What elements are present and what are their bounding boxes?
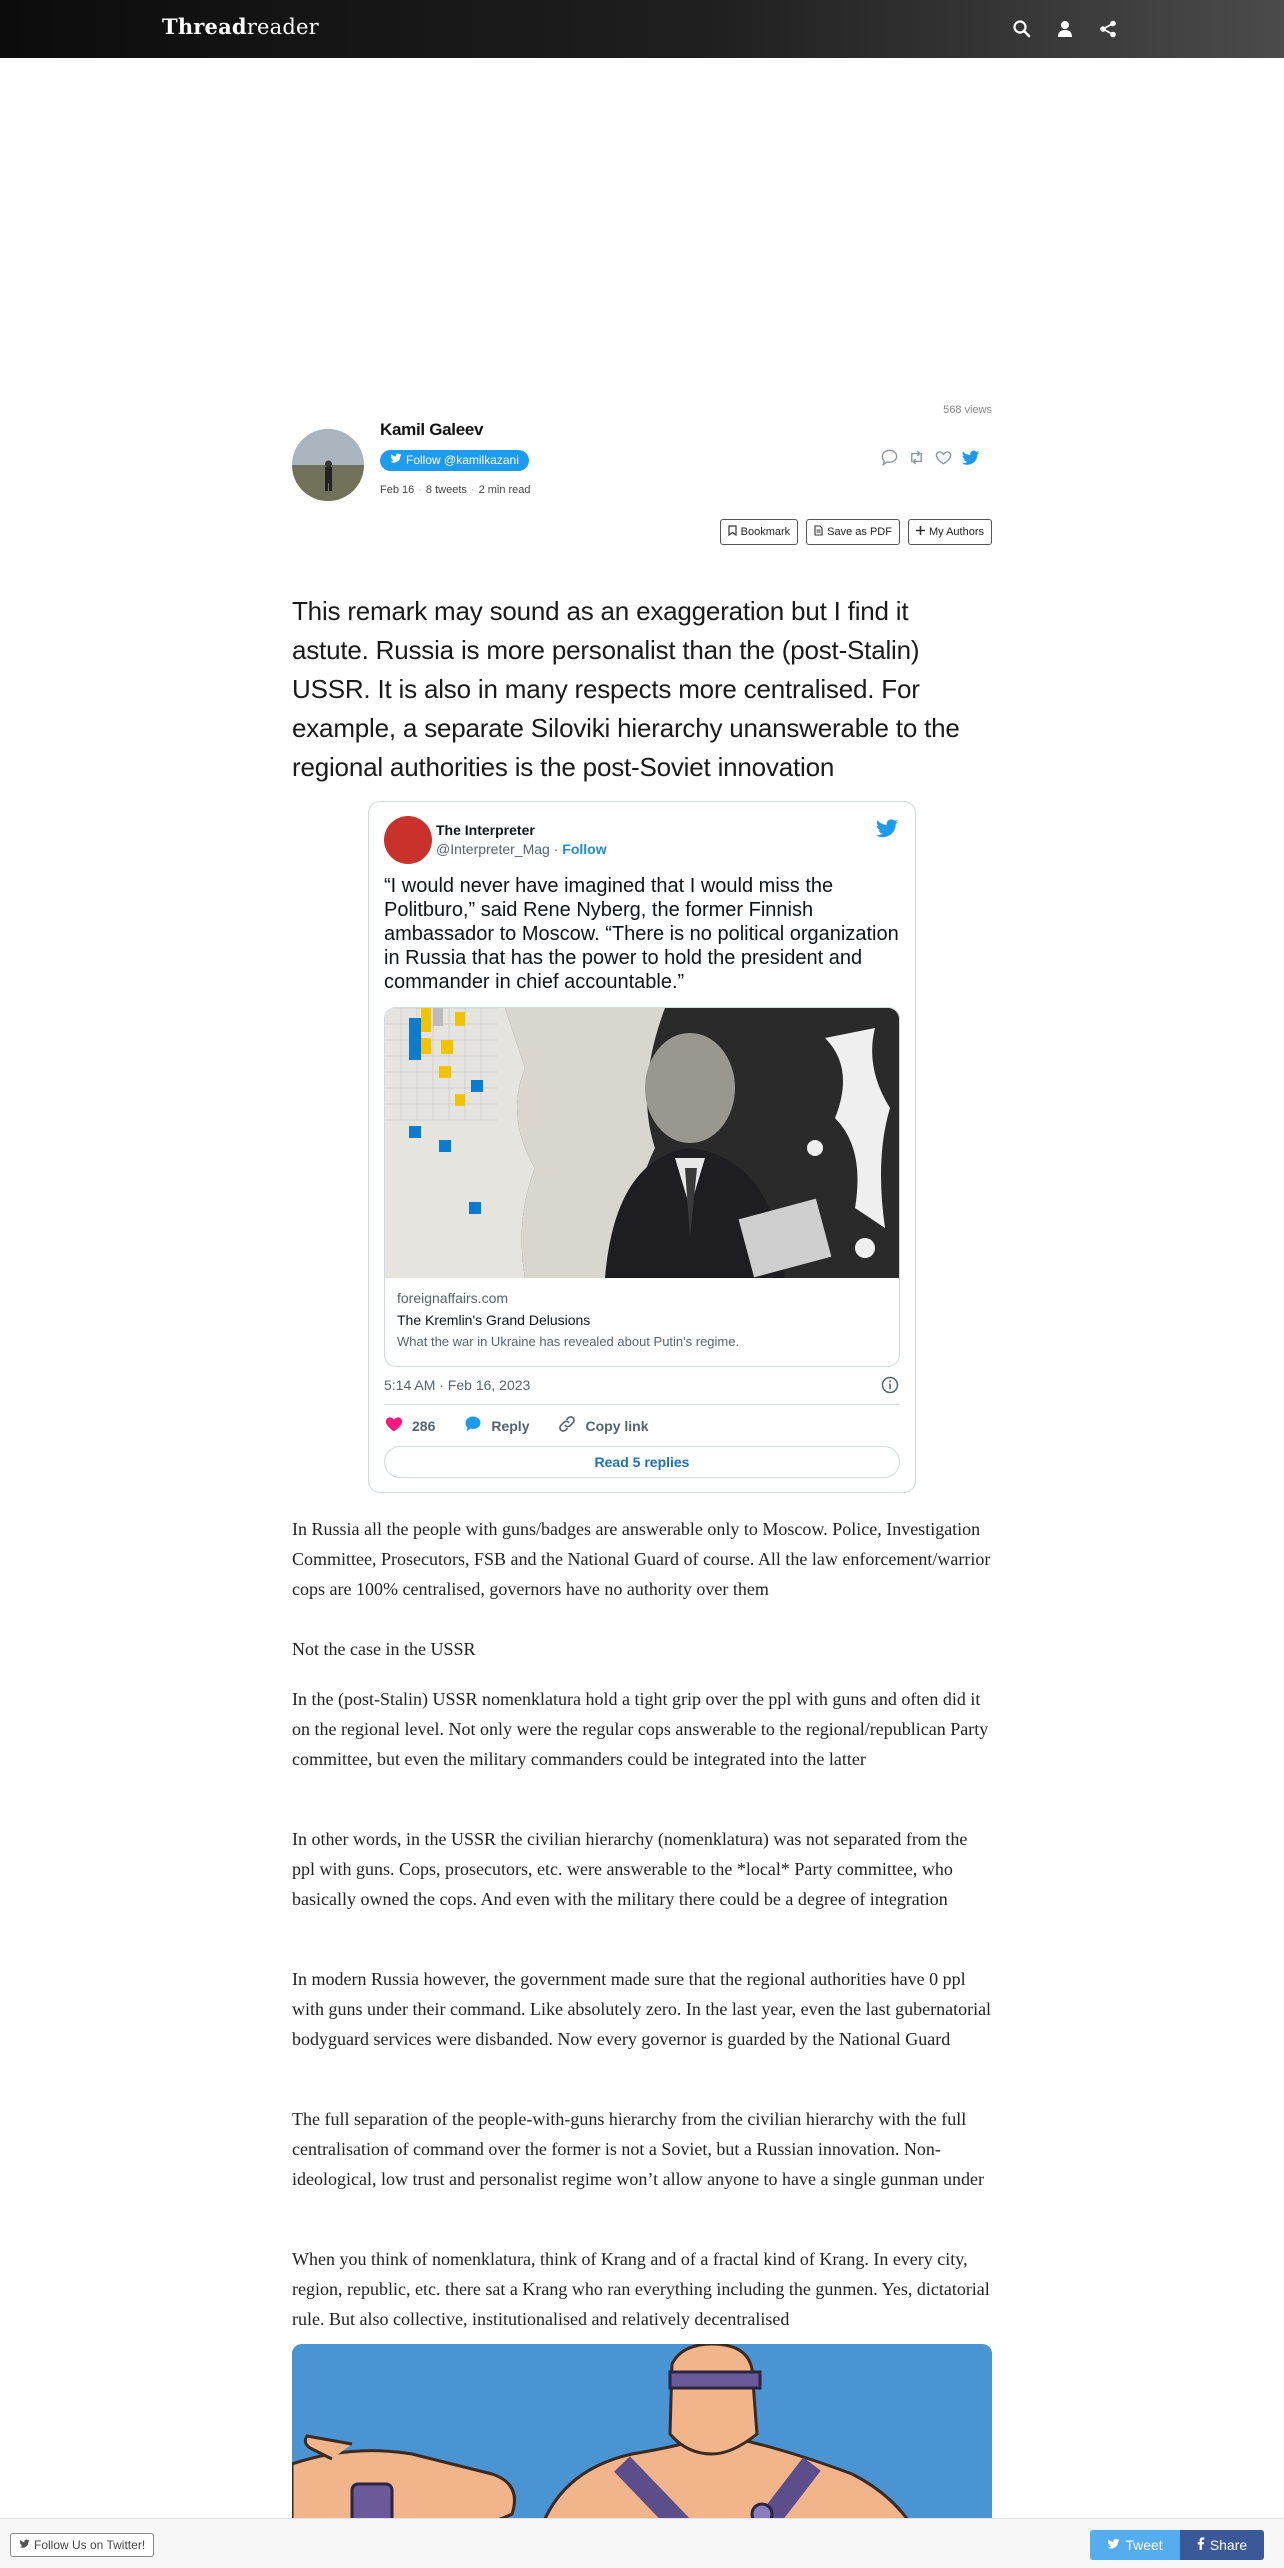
like-count: 286 (412, 1417, 436, 1434)
thread-paragraph: Not the case in the USSR (292, 1639, 476, 1659)
facebook-share-label: Share (1209, 2537, 1248, 2553)
bookmark-button[interactable] (720, 519, 799, 545)
view-count: 568 views (943, 404, 992, 416)
retweet-icon[interactable] (907, 448, 926, 467)
search-icon[interactable] (1012, 19, 1032, 39)
heart-icon (384, 1414, 404, 1437)
meta-dot: · (470, 484, 475, 496)
brand-part-thread: Thread (162, 14, 247, 39)
embed-copy-link-button[interactable] (557, 1414, 648, 1437)
thread-paragraph: In other words, in the USSR the civilian hierarchy (nomenklatura) was not separated from the ppl with guns. Cops, prosecutors, etc. were answerable to the *local* Party committee, who basically owned the cops. And even with the military there could be a degree of integration (292, 1829, 968, 1909)
follow-author-label: Follow @kamilkazani (406, 453, 519, 467)
embed-author-handle-line (436, 841, 607, 857)
my-authors-label: My Authors (928, 526, 984, 538)
author-name[interactable]: Kamil Galeev (380, 420, 484, 439)
twitter-bird-icon (390, 450, 402, 471)
thread-paragraph: In the (post-Stalin) USSR nomenklatura hold a tight grip over the ppl with guns and often did it on the regional level. Not only were the regular cops answerable to the regional/republican Party committee, but even the military commanders could be integrated into the latter (292, 1689, 989, 1769)
reply-label: Reply (491, 1417, 530, 1434)
thread-paragraph: In Russia all the people with guns/badges are answerable only to Moscow. Police, Investigation Committee, Prosecutors, FSB and the National Guard of course. All the law enforcement/warrior cops are 100% centralised, governors have no authority over them (292, 1519, 991, 1599)
follow-us-label: Follow Us on Twitter! (34, 2538, 146, 2552)
twitter-bird-icon[interactable] (875, 816, 899, 840)
embed-divider (384, 1404, 900, 1405)
share-icon[interactable] (1098, 19, 1118, 39)
embed-handle[interactable]: @Interpreter_Mag (436, 841, 550, 857)
save-pdf-button[interactable] (806, 519, 900, 545)
tweet-count: 8 tweets (425, 484, 467, 496)
reply-icon[interactable] (880, 448, 899, 467)
my-authors-button[interactable] (908, 519, 992, 545)
twitter-bird-icon (1107, 2537, 1120, 2553)
bottom-share-bar (0, 2518, 1284, 2568)
link-card-title: The Kremlin's Grand Delusions (397, 1312, 591, 1328)
copy-link-label: Copy link (585, 1417, 649, 1434)
twitter-bird-icon[interactable] (961, 448, 980, 467)
meta-dot: · (418, 484, 422, 496)
like-icon[interactable] (934, 448, 953, 467)
link-card-description: What the war in Ukraine has revealed about Putin's regime. (397, 1334, 740, 1349)
link-card-image (385, 1008, 900, 1278)
link-card[interactable] (384, 1007, 900, 1367)
embedded-tweet[interactable] (368, 801, 916, 1493)
bookmark-label: Bookmark (740, 526, 791, 538)
embed-like-button[interactable] (384, 1414, 435, 1437)
brand-logo[interactable] (162, 14, 319, 39)
embed-actions (384, 1414, 677, 1437)
embed-timestamp[interactable]: 5:14 AM · Feb 16, 2023 (384, 1377, 531, 1393)
link-icon (557, 1414, 577, 1437)
thread-paragraph: The full separation of the people-with-guns hierarchy from the civilian hierarchy with the full centralisation of command over the former is not a Soviet, but a Russian innovation. Non-ideological, low trust and personalist regime won’t allow anyone to have a single gunman under (292, 2109, 984, 2189)
tweet-share-button[interactable] (1090, 2530, 1180, 2560)
facebook-icon (1197, 2537, 1205, 2553)
link-card-domain: foreignaffairs.com (397, 1290, 509, 1306)
thread-button-row (720, 519, 992, 545)
thread-paragraph: In modern Russia however, the government made sure that the regional authorities have 0 ppl with guns under their command. Like absolutely zero. In the last year, even the last gubernatorial bodyguard services were disbanded. Now every governor is guarded by the National Guard (292, 1969, 992, 2049)
save-pdf-label: Save as PDF (827, 526, 892, 538)
file-icon (814, 525, 823, 539)
interpreter-avatar[interactable] (384, 816, 432, 864)
author-avatar[interactable] (292, 429, 364, 501)
twitter-bird-icon (19, 2534, 30, 2556)
embed-separator: · (549, 841, 563, 857)
user-icon[interactable] (1055, 19, 1075, 39)
info-icon[interactable] (881, 1376, 899, 1394)
read-time: 2 min read (478, 484, 531, 496)
thread-lead-tweet: This remark may sound as an exaggeration but I find it astute. Russia is more personalist than the (post-Stalin) USSR. It is also in many respects more centralised. For example, a separate Siloviki hierarchy unanswerable to the regional authorities is the post-Soviet innovation (292, 596, 960, 782)
plus-icon (916, 526, 925, 538)
thread-paragraph: When you think of nomenklatura, think of Krang and of a fractal kind of Krang. In every city, region, republic, etc. there sat a Krang who ran everything including the gunmen. Yes, dictatorial rule. But also collective, institutionalised and relatively decentralised (292, 2249, 990, 2329)
embed-follow-link[interactable]: Follow (562, 841, 607, 857)
embed-author-name[interactable]: The Interpreter (436, 822, 535, 838)
follow-author-button[interactable] (380, 450, 529, 471)
reply-bubble-icon (463, 1414, 483, 1437)
follow-us-button[interactable] (10, 2533, 154, 2557)
brand-part-reader: reader (246, 15, 319, 39)
thread-date: Feb 16 (380, 484, 415, 496)
read-replies-button[interactable]: Read 5 replies (384, 1446, 900, 1478)
thread-actions (880, 448, 980, 467)
bookmark-icon (728, 525, 737, 539)
embed-tweet-text: “I would never have imagined that I would miss the Politburo,” said Rene Nyberg, the former Finnish ambassador to Moscow. “There is no political organization in Russia that has the power to hold the president and commander in chief accountable.” (384, 875, 899, 993)
embed-reply-button[interactable] (463, 1414, 529, 1437)
tweet-share-label: Tweet (1125, 2537, 1163, 2553)
top-navbar (0, 0, 1284, 58)
facebook-share-button[interactable] (1180, 2530, 1264, 2560)
thread-meta (380, 484, 531, 496)
